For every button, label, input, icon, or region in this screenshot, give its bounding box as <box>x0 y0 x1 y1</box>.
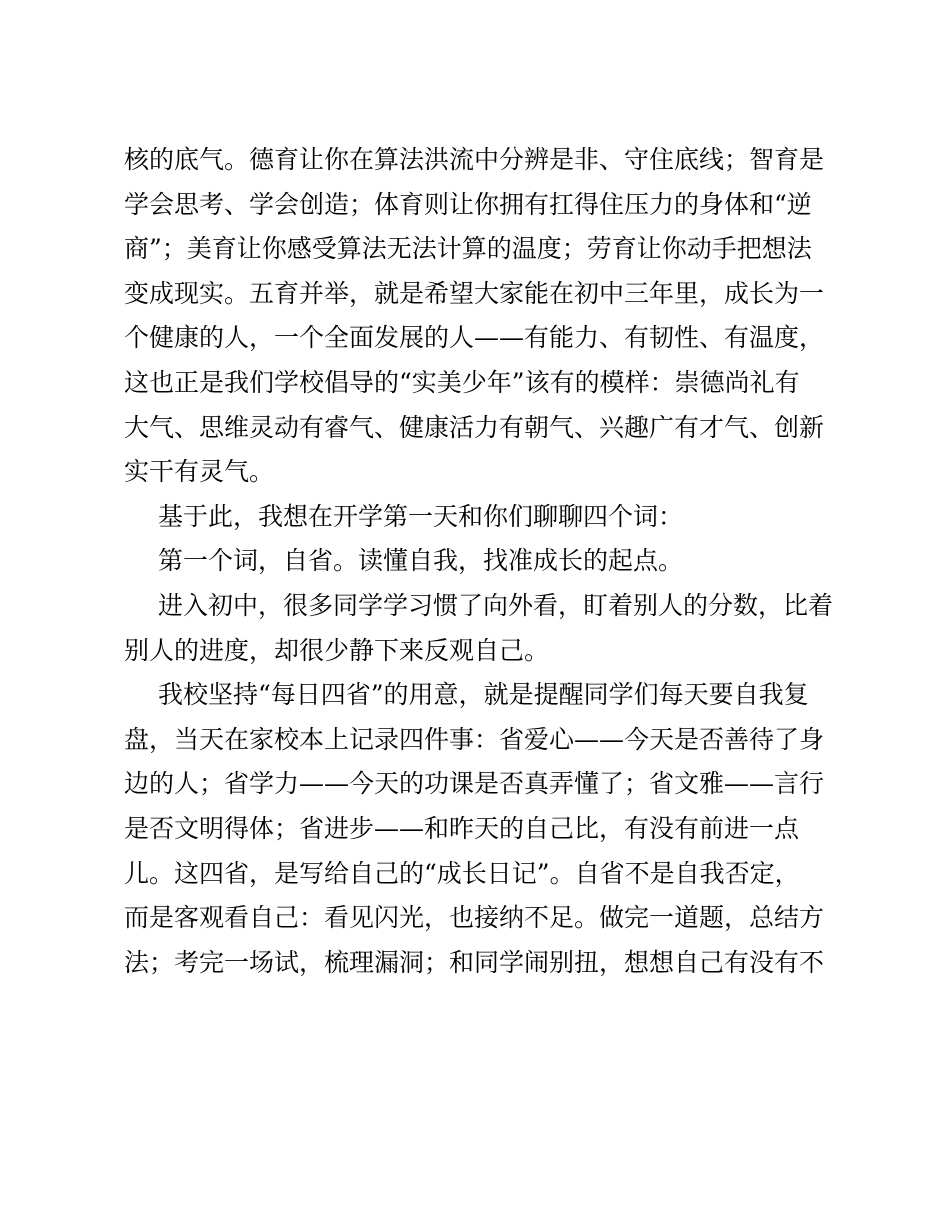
text-line: 是否文明得体；省进步——和昨天的自己比，有没有前进一点 <box>124 813 800 843</box>
text-line: 法；考完一场试，梳理漏洞；和同学闹别扭，想想自己有没有不 <box>124 947 825 977</box>
text-line: 别人的进度，却很少静下来反观自己。 <box>124 635 550 665</box>
text-line: 边的人；省学力——今天的功课是否真弄懂了；省文雅——言行 <box>124 769 825 799</box>
text-line: 变成现实。五育并举，就是希望大家能在初中三年里，成长为一 <box>124 278 825 308</box>
text-line: 这也正是我们学校倡导的“实美少年”该有的模样：崇德尚礼有 <box>124 367 800 397</box>
text-line: 个健康的人，一个全面发展的人——有能力、有韧性、有温度， <box>124 323 825 353</box>
text-line: 商”；美育让你感受算法无法计算的温度；劳育让你动手把想法 <box>124 234 812 264</box>
paragraph-start-line: 我校坚持“每日四省”的用意，就是提醒同学们每天要自我复 <box>158 680 809 710</box>
paragraph-start-line: 进入初中，很多同学学习惯了向外看，盯着别人的分数，比着 <box>158 590 834 620</box>
text-line: 实干有灵气。 <box>124 457 275 487</box>
section-heading-line: 第一个词，自省。读懂自我，找准成长的起点。 <box>158 546 684 576</box>
body-text <box>124 138 834 985</box>
text-line: 学会思考、学会创造；体育则让你拥有扛得住压力的身体和“逆 <box>124 189 812 219</box>
text-line: 大气、思维灵动有睿气、健康活力有朝气、兴趣广有才气、创新 <box>124 412 825 442</box>
text-line: 核的底气。德育让你在算法洪流中分辨是非、守住底线；智育是 <box>124 145 825 174</box>
text-line: 儿。这四省，是写给自己的“成长日记”。自省不是自我否定， <box>124 858 800 888</box>
paragraph-start-line: 基于此，我想在开学第一天和你们聊聊四个词： <box>158 501 684 531</box>
text-line: 盘，当天在家校本上记录四件事：省爱心——今天是否善待了身 <box>124 724 825 754</box>
text-line: 而是客观看自己：看见闪光，也接纳不足。做完一道题，总结方 <box>124 903 825 933</box>
